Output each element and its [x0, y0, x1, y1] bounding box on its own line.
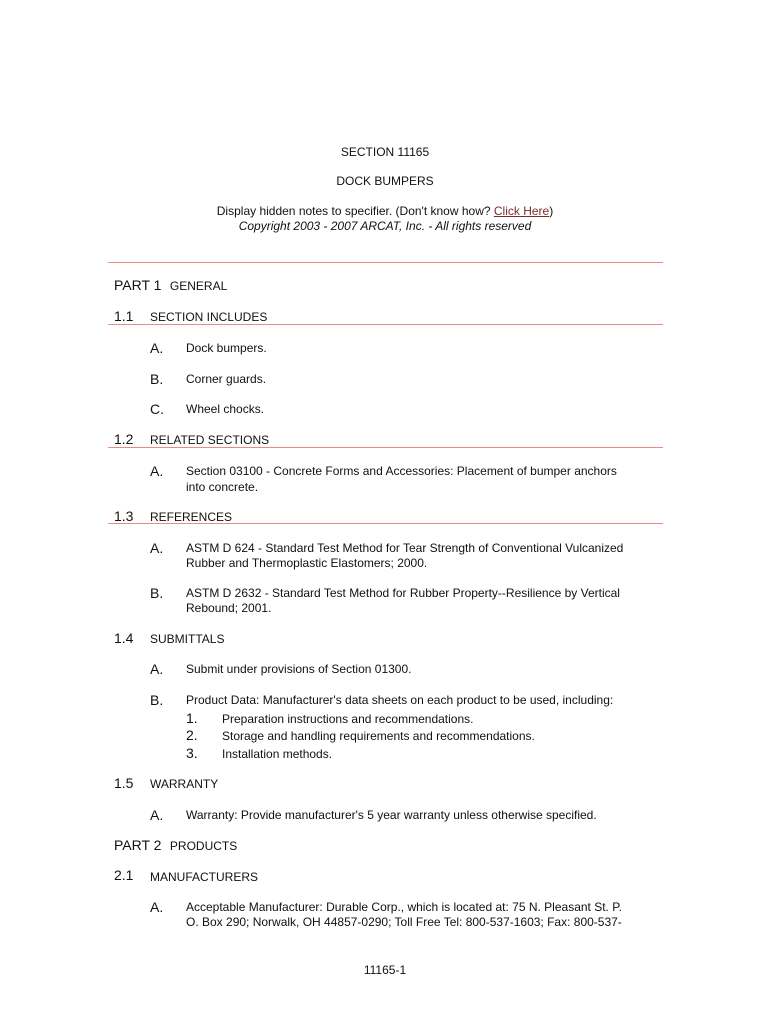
article-title: REFERENCES [150, 510, 233, 524]
divider [108, 324, 663, 325]
item-text: Corner guards. [186, 372, 267, 386]
part-number: PART 2 [114, 837, 162, 853]
article-title: RELATED SECTIONS [150, 433, 270, 447]
divider [108, 447, 663, 448]
item-letter: A. [150, 807, 164, 823]
item-letter: C. [150, 401, 164, 417]
item-letter: A. [150, 340, 164, 356]
sub-item-number: 1. [186, 710, 198, 726]
item-text-line: Acceptable Manufacturer: Durable Corp., which is located at: 75 N. Pleasant St. P. [186, 900, 623, 914]
part-heading [114, 837, 237, 855]
article-number: 2.1 [114, 867, 134, 883]
article-number: 1.2 [114, 431, 134, 447]
divider [108, 262, 663, 263]
part-title: PRODUCTS [169, 839, 238, 853]
sub-item-text: Installation methods. [222, 747, 333, 761]
article-number: 1.4 [114, 630, 134, 646]
page-number: 11165-1 [363, 963, 407, 977]
sub-item-text: Storage and handling requirements and recommendations. [222, 729, 535, 743]
copyright-notice: Copyright 2003 - 2007 ARCAT, Inc. - All rights reserved [238, 219, 532, 233]
part-number: PART 1 [114, 277, 162, 293]
article-title: MANUFACTURERS [150, 870, 259, 884]
sub-item-text: Preparation instructions and recommendations. [222, 712, 474, 726]
item-letter: B. [150, 692, 164, 708]
click-here-link[interactable]: Click Here [493, 204, 550, 218]
article-number: 1.5 [114, 775, 134, 791]
item-text: Submit under provisions of Section 01300. [186, 662, 412, 676]
section-title: DOCK BUMPERS [336, 174, 434, 188]
article-title: SECTION INCLUDES [150, 310, 268, 324]
article-title: SUBMITTALS [150, 632, 225, 646]
item-text-line: ASTM D 2632 - Standard Test Method for Rubber Property--Resilience by Vertical [186, 586, 620, 600]
hidden-notes-suffix: ) [549, 204, 554, 218]
part-heading [114, 277, 227, 295]
article-number: 1.1 [114, 308, 134, 324]
item-letter: B. [150, 371, 164, 387]
item-text: Warranty: Provide manufacturer's 5 year warranty unless otherwise specified. [186, 808, 597, 822]
part-title: GENERAL [169, 279, 228, 293]
item-text-line: Rubber and Thermoplastic Elastomers; 2000. [186, 556, 428, 570]
divider [108, 523, 663, 524]
section-number: SECTION 11165 [340, 145, 430, 159]
item-text-line: ASTM D 624 - Standard Test Method for Tear Strength of Conventional Vulcanized [186, 541, 624, 555]
item-letter: A. [150, 899, 164, 915]
item-letter: B. [150, 585, 164, 601]
hidden-notes-line [0, 204, 770, 218]
item-text-line: into concrete. [186, 480, 259, 494]
item-text: Wheel chocks. [186, 402, 265, 416]
item-text-line: Rebound; 2001. [186, 601, 272, 615]
sub-item-number: 3. [186, 745, 198, 761]
sub-item-number: 2. [186, 727, 198, 743]
item-text-line: O. Box 290; Norwalk, OH 44857-0290; Toll Free Tel: 800-537-1603; Fax: 800-537- [186, 915, 622, 929]
item-text: Dock bumpers. [186, 341, 267, 355]
item-letter: A. [150, 661, 164, 677]
item-text-line: Section 03100 - Concrete Forms and Accessories: Placement of bumper anchors [186, 464, 617, 478]
article-number: 1.3 [114, 508, 134, 524]
hidden-notes-prefix: Display hidden notes to specifier. (Don't know how? [216, 204, 494, 218]
item-letter: A. [150, 463, 164, 479]
item-letter: A. [150, 540, 164, 556]
item-text: Product Data: Manufacturer's data sheets on each product to be used, including: [186, 693, 614, 707]
article-title: WARRANTY [150, 777, 219, 791]
